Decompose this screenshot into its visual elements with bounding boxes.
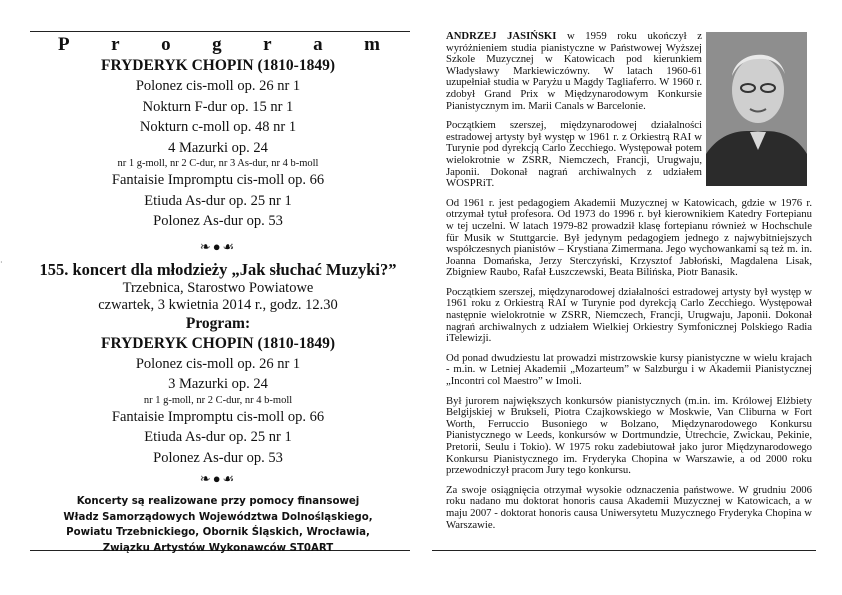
program-item: 4 Mazurki op. 24 [168,139,268,156]
ornament-1: ❧●☙ [199,238,237,254]
program-heading [30,34,406,56]
program-label: Program: [185,314,251,332]
bio-paragraph: Początkiem szerszej, międzynarodowej działalności estradowej artysty był występ w 1961 roku z Orkiestrą RAI w Turynie pod dyrekcją Carlo Zecchiego. Występował następnie wielokrotnie w ZSRR, Niemczech, Francji, Urugwaju, Japonii. Dokonał nagrań archiwalnych z udziałem Wielkiej Orkiestry Symfonicznej Polskiego Radia iTelewizji. [446,285,812,345]
composer-title-2: FRYDERYK CHOPIN (1810-1849) [101,334,335,352]
concert-title: 155. koncert dla młodzieży „Jak słuchać Muzyki?” [39,259,397,279]
sponsor-note [30,494,406,556]
bio-paragraph-1: ANDRZEJ JASIŃSKI w 1959 roku ukończył z wyróżnieniem studia pianistyczne w Państwowej Wyższej Szkole Muzycznej w Katowicach pod kierunkiem Władysławy Markiewiczówny. W latach 1960-61 uzupełniał studia w Paryżu u Magdy Tagliaferro. W 1960 r. zdobył Grand Prix w Międzynarodowym Konkursie Pianistycznym im. Marii Canals w Barcelonie. [446,30,702,112]
bio-paragraph: Za swoje osiągnięcia otrzymał wysokie odznaczenia państwowe. W grudniu 2006 roku nadano mu doktorat honoris causa Akademii Muzycznej w Katowicach, a w maju 2007 - doktorat honoris causa Uniwersytetu Muzycznego Fryderyka Chopina w Warszawie. [446,483,812,531]
concert-place: Trzebnica, Starostwo Powiatowe [122,279,314,296]
bio-paragraph: Był jurorem największych konkursów pianistycznych (m.in. im. Królowej Elżbiety Belgijskiej w Brukseli, Piotra Czajkowskiego w Moskwie, Van Cliburna w Fort Worth, Ferruccio Busoniego w Bolzano, Międzynarodowego Konkursu Pianistycznego w Leeds, konkursów w Dortmundzie, Utrechcie, Zwickau, Pekinie, Pretorii, Seulu i Tokio). W 1975 roku zadebiutował jako juror Międzynarodowego Konkursu Pianistycznego im. Fryderyka Chopina w Warszawie, a od 2000 roku przewodniczył pracom Jury tego konkursu. [446,394,812,477]
program-letter: P [58,34,70,55]
program-item: Fantaisie Impromptu cis-moll op. 66 [111,408,325,425]
program-letter: g [212,34,222,55]
program-page [30,34,406,556]
sponsor-line: Koncerty są realizowane przy pomocy finansowej [76,496,360,507]
program-item: Polonez As-dur op. 53 [153,449,283,466]
bio-paragraph: Od ponad dwudziestu lat prowadzi mistrzowskie kursy pianistyczne w wielu krajach - m.in. w Letniej Akademii „Mozarteum” w Salzburgu i w Akademii Pianistycznej „Incontri col Maestro” w Imoli. [446,351,812,388]
bottom-rule-right [432,550,816,551]
program-letter: o [161,34,171,55]
program-item: Fantaisie Impromptu cis-moll op. 66 [111,172,325,188]
program-letter: a [313,34,323,55]
sponsor-line: Władz Samorządowych Województwa Dolnośląskiego, [63,511,373,523]
program-item: Polonez cis-moll op. 26 nr 1 [135,78,301,94]
program-list-1 [30,76,406,232]
margin-mark: · [0,258,3,267]
sponsor-line: Związku Artystów Wykonawców ST0ART [102,542,334,554]
bio-paragraphs [446,198,812,531]
program-item: Nokturn c-moll op. 48 nr 1 [139,119,297,135]
program-item: Etiuda As-dur op. 25 nr 1 [144,192,292,209]
program-item: Polonez cis-moll op. 26 nr 1 [135,355,301,372]
program-item: Polonez As-dur op. 53 [153,213,283,229]
bio-paragraph-2: Początkiem szerszej, międzynarodowej działalności estradowej artysty był występ w 1961 r. z Orkiestrą RAI w Turynie pod dyrekcją Carlo Zecchiego. Występował potem wielokrotnie w ZSRR, Niemczech, Francji, Urugwaju, Japonii. Dokonał nagrań archiwalnych z udziałem WOSPRiT. [446,119,702,190]
top-rule-left [30,31,410,32]
program-subitem: nr 1 g-moll, nr 2 C-dur, nr 4 b-moll [143,394,293,406]
program-item: Nokturn F-dur op. 15 nr 1 [142,98,294,115]
sponsor-line: Powiatu Trzebnickiego, Obornik Śląskich, Wrocławia, [66,527,370,538]
program-item: Etiuda As-dur op. 25 nr 1 [144,429,292,445]
ornament-2: ❧●☙ [199,471,237,486]
concert-date: czwartek, 3 kwietnia 2014 r., godz. 12.30 [98,296,338,313]
program-letter: m [364,34,380,55]
bio-paragraph: Od 1961 r. jest pedagogiem Akademii Muzycznej w Katowicach, gdzie w 1976 r. otrzymał tytuł profesora. Od 1973 do 1996 r. był kierownikiem Katedry Fortepianu w tej uczelni. W latach 1979-82 prowadził klasę fortepianu również w Hochschule für Musik w Stuttgarcie. Był jedynym pedagogiem jednego z najwybitniejszych współczesnych pianistów – Krystiana Zimermana. Jego wychowankami są też m. in. Joanna Domańska, Jerzy Sterczyński, Krzysztof Jabłoński, Magdalena Lisak, Zbigniew Raubo, Rafał Łuszczewski, Beata Bilińska, Piotr Banasik. [446,196,812,279]
program-subitem: nr 1 g-moll, nr 2 C-dur, nr 3 As-dur, nr 4 b-moll [117,158,319,169]
program-letter: r [263,34,272,55]
bio-name: ANDRZEJ JASIŃSKI [446,30,557,42]
biography-page [446,31,812,539]
program-letter: r [111,34,120,55]
program-item: 3 Mazurki op. 24 [168,376,268,392]
composer-title-1: FRYDERYK CHOPIN (1810-1849) [101,57,335,74]
program-list-2 [30,354,406,469]
